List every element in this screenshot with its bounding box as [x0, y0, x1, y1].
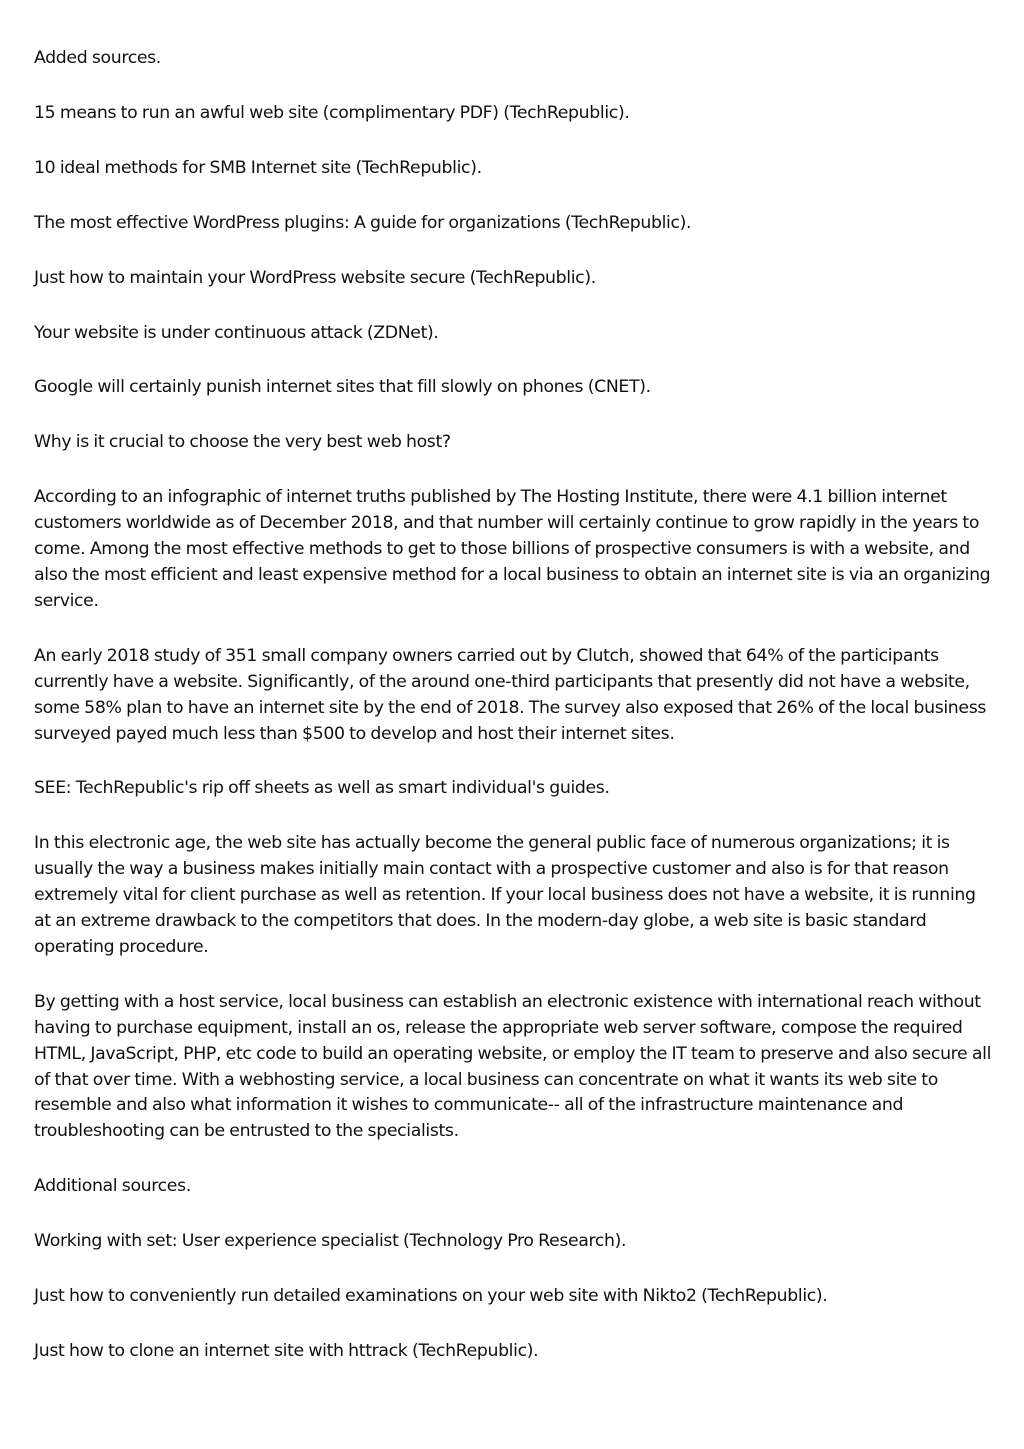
- source-item-ux-specialist: Working with set: User experience specialist (Technology Pro Research).: [34, 1231, 627, 1252]
- source-item-wordpress-secure: Just how to maintain your WordPress website secure (TechRepublic).: [34, 267, 596, 288]
- source-item-smb-methods: 10 ideal methods for SMB Internet site (TechRepublic).: [34, 157, 482, 178]
- paragraph-electronic-age: In this electronic age, the web site has actually become the general public face of numerous organizations; it is usually the way a business makes initially main contact with a prospective customer and also is for that reason extremely vital for client purchase as well as retention. If your local business does not have a website, it is running at an extreme drawback to the competitors that does. In the modern-day globe, a web site is basic standard operating procedure.: [34, 833, 976, 957]
- source-item-wordpress-plugins: The most effective WordPress plugins: A guide for organizations (TechRepublic).: [34, 212, 692, 233]
- paragraph-clutch-study: An early 2018 study of 351 small company owners carried out by Clutch, showed that 64% of the participants currently have a website. Significantly, of the around one-third participants that presently did not have a website, some 58% plan to have an internet site by the end of 2018. The survey also exposed that 26% of the local business surveyed payed much less than $500 to develop and host their internet sites.: [34, 645, 987, 744]
- paragraph-host-service: By getting with a host service, local business can establish an electronic existence with international reach without having to purchase equipment, install an os, release the appropriate web server software, compose the required HTML, JavaScript, PHP, etc code to build an operating website, or employ the IT team to preserve and also secure all of that over time. With a webhosting service, a local business can concentrate on what it wants its web site to resemble and also what information it wishes to communicate-- all of the infrastructure maintenance and troubleshooting can be entrusted to the specialists.: [34, 991, 992, 1142]
- document-body: [34, 46, 992, 1394]
- source-item-google-punish: Google will certainly punish internet sites that fill slowly on phones (CNET).: [34, 377, 651, 398]
- source-item-awful-web-site: 15 means to run an awful web site (complimentary PDF) (TechRepublic).: [34, 102, 630, 123]
- paragraph-question: Why is it crucial to choose the very best web host?: [34, 432, 451, 453]
- source-item-nikto2: Just how to conveniently run detailed examinations on your web site with Nikto2 (TechRepublic).: [34, 1286, 828, 1307]
- paragraph-added-sources-heading: Added sources.: [34, 48, 161, 68]
- paragraph-infographic: According to an infographic of internet truths published by The Hosting Institute, there were 4.1 billion internet customers worldwide as of December 2018, and that number will certainly continue to grow rapidly in the years to come. Among the most effective methods to get to those billions of prospective consumers is with a website, and also the most efficient and least expensive method for a local business to obtain an internet site is via an organizing service.: [34, 487, 991, 611]
- paragraph-additional-sources-heading: Additional sources.: [34, 1176, 191, 1197]
- paragraph-see-cheat-sheets: SEE: TechRepublic's rip off sheets as well as smart individual's guides.: [34, 778, 610, 799]
- source-item-continuous-attack: Your website is under continuous attack (ZDNet).: [34, 322, 439, 343]
- source-item-httrack: Just how to clone an internet site with httrack (TechRepublic).: [34, 1341, 539, 1361]
